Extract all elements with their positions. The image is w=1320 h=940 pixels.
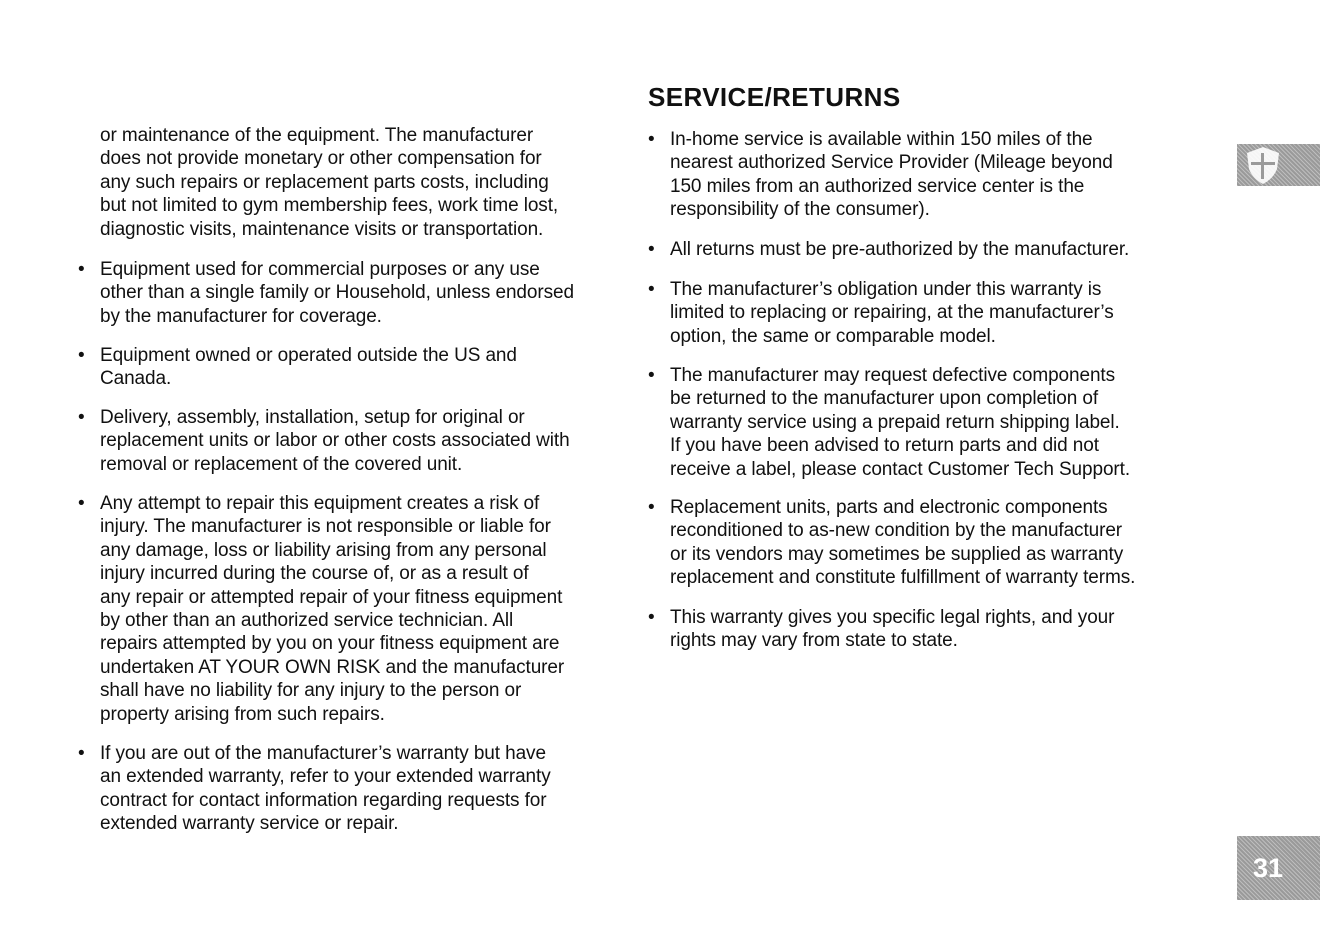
bullet-glyph: •: [78, 493, 85, 514]
list-item-text: In-home service is available within 150 miles of the nearest authorized Service Provider (Mileage beyond 150 miles from an authorized service center is the responsibility of the consumer).: [670, 129, 1113, 221]
list-item-text: If you are out of the manufacturer’s warranty but have an extended warranty, refer to your extended warranty contract for contact information regarding requests for extended warranty service or repair.: [100, 743, 551, 835]
bullet-glyph: •: [78, 407, 85, 428]
list-item-text: Equipment owned or operated outside the US and Canada.: [100, 345, 517, 390]
list-item-text: All returns must be pre-authorized by the manufacturer.: [670, 239, 1130, 260]
list-item-text: Equipment used for commercial purposes or any use other than a single family or Household, unless endorsed by the manufacturer for coverage.: [100, 259, 574, 327]
list-item-text: Delivery, assembly, installation, setup for original or replacement units or labor or other costs associated with removal or replacement of the covered unit.: [100, 407, 570, 475]
page-number-tab: [1237, 836, 1320, 900]
bullet-glyph: •: [78, 743, 85, 764]
list-item-text: Any attempt to repair this equipment creates a risk of injury. The manufacturer is not responsible or liable for any damage, loss or liability arising from any personal injury incurred during the course of, or as a result of any repair or attempted repair of your fitness equipment by other than an authorized service technician. All repairs attempted by you on your fitness equipment are undertaken AT YOUR OWN RISK and the manufacturer shall have no liability for any injury to the person or property arising from such repairs.: [100, 493, 565, 725]
section-heading: SERVICE/RETURNS: [648, 82, 901, 112]
bullet-glyph: •: [78, 259, 85, 280]
bullet-glyph: •: [648, 607, 655, 628]
list-item-text: The manufacturer may request defective components be returned to the manufacturer upon completion of warranty service using a prepaid return shipping label. If you have been advised to return parts and did not receive a label, please contact Customer Tech Support.: [670, 365, 1131, 480]
bullet-glyph: •: [648, 239, 655, 260]
list-item-text: This warranty gives you specific legal rights, and your rights may vary from state to state.: [670, 607, 1115, 652]
continuation-paragraph: or maintenance of the equipment. The manufacturer does not provide monetary or other compensation for any such repairs or replacement parts costs, including but not limited to gym membership fees, work time lost, diagnostic visits, maintenance visits or transportation.: [100, 125, 559, 240]
page-number: 31: [1253, 853, 1284, 883]
bullet-glyph: •: [78, 345, 85, 366]
bullet-glyph: •: [648, 365, 655, 386]
shield-plus-icon: [1242, 145, 1284, 185]
bullet-glyph: •: [648, 497, 655, 518]
section-tab: [1237, 144, 1320, 186]
bullet-glyph: •: [648, 129, 655, 150]
list-item-text: Replacement units, parts and electronic components reconditioned to as-new condition by the manufacturer or its vendors may sometimes be supplied as warranty replacement and constitute fulfillment of warranty terms.: [670, 497, 1136, 589]
bullet-glyph: •: [648, 279, 655, 300]
list-item-text: The manufacturer’s obligation under this warranty is limited to replacing or repairing, at the manufacturer’s option, the same or comparable model.: [670, 279, 1114, 347]
